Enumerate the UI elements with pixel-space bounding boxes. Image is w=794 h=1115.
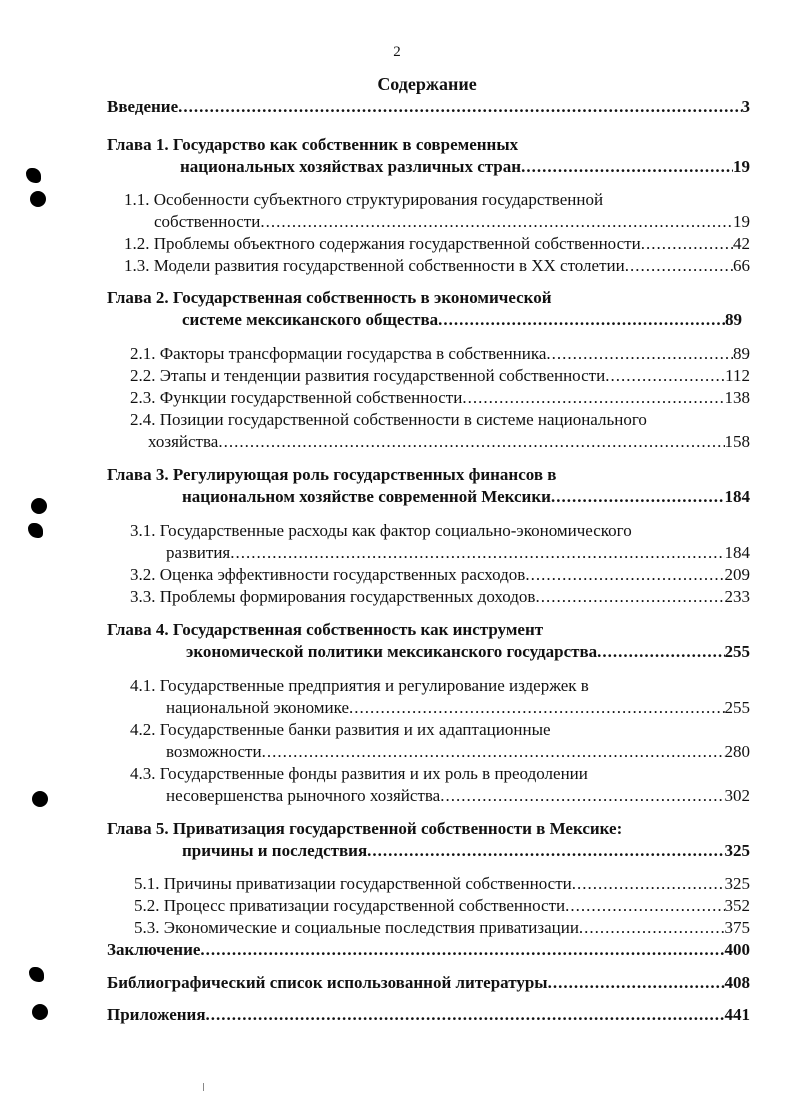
toc-page-number: 375 [724,918,750,937]
toc-entry-title: Приложения [107,1005,206,1024]
leader-dots [572,873,725,895]
toc-entry-title: системе мексиканского общества [182,310,439,329]
toc-page-number: 280 [724,742,750,761]
toc-chapter-3-title: Глава 3. Регулирующая роль государственных финансов в [107,465,557,484]
leader-dots [462,387,724,409]
toc-section-4-1-title: 4.1. Государственные предприятия и регулирование издержек в [130,676,589,695]
toc-page-number: 19 [733,212,750,231]
toc-chapter-5 [182,840,750,862]
leader-dots [605,365,725,387]
toc-entry-title: 3.2. Оценка эффективности государственных расходов [130,565,526,584]
leader-dots [579,917,725,939]
punch-hole-mark [32,1004,48,1020]
toc-entry-title: 2.3. Функции государственной собственности [130,388,463,407]
toc-section-3-1 [166,542,750,564]
toc-chapter-4 [186,641,750,663]
toc-entry-title: Введение [107,97,179,116]
toc-page-number: 89 [733,344,750,363]
punch-hole-mark [31,498,47,514]
toc-entry-title: 5.3. Экономические и социальные последствия приватизации [134,918,579,937]
toc-chapter-1-title: Глава 1. Государство как собственник в современных [107,135,519,154]
toc-page-number: 400 [724,940,750,959]
toc-page-number: 3 [741,97,750,116]
leader-dots [206,1004,725,1026]
toc-section-4-2-title: 4.2. Государственные банки развития и их адаптационные [130,720,551,739]
toc-page-number: 233 [724,587,750,606]
toc-section-5-1 [134,873,750,895]
toc-chapter-5-title: Глава 5. Приватизация государственной собственности в Мексике: [107,819,623,838]
punch-hole-mark [28,523,43,538]
toc-section-3-1-title: 3.1. Государственные расходы как фактор социально-экономического [130,521,632,540]
toc-entry-title: Библиографический список использованной литературы [107,973,548,992]
toc-section-1-2 [124,233,750,255]
toc-page-number: 89 [725,310,742,329]
toc-page-number: 408 [724,973,750,992]
leader-dots [260,211,733,233]
leader-dots [641,233,733,255]
leader-dots [535,586,724,608]
toc-chapter-1 [180,156,750,178]
toc-page-number: 66 [733,256,750,275]
toc-section-1-1-title: 1.1. Особенности субъектного структурирования государственной [124,190,604,209]
toc-section-2-4-title: 2.4. Позиции государственной собственности в системе национального [130,410,647,429]
toc-chapter-4-title: Глава 4. Государственная собственность как инструмент [107,620,544,639]
toc-page-number: 158 [724,432,750,451]
toc-page-number: 19 [733,157,750,176]
toc-section-3-2 [130,564,750,586]
toc-page-number: 112 [725,366,750,385]
toc-page-number: 302 [724,786,750,805]
toc-entry-title: развития [166,543,231,562]
toc-chapter-2-title: Глава 2. Государственная собственность в экономической [107,288,552,307]
toc-section-5-2 [134,895,750,917]
toc-entry-title: 2.2. Этапы и тенденции развития государственной собственности [130,366,606,385]
toc-section-2-2 [130,365,750,387]
toc-entry-title: экономической политики мексиканского государства [186,642,598,661]
leader-dots [230,542,724,564]
toc-entry-title: Заключение [107,940,201,959]
toc-chapter-2 [182,309,742,331]
toc-entry-title: национальных хозяйствах различных стран [180,157,522,176]
leader-dots [551,486,725,508]
page-number: 2 [393,44,401,60]
toc-page-number: 325 [724,841,750,860]
toc-entry-title: причины и последствия [182,841,368,860]
leader-dots [625,255,733,277]
toc-entry-title: собственности [154,212,261,231]
punch-hole-mark [32,791,48,807]
toc-entry-bibliography [107,972,750,994]
toc-section-4-3-title: 4.3. Государственные фонды развития и их роль в преодолении [130,764,588,783]
leader-dots [178,96,741,118]
toc-page-number: 42 [733,234,750,253]
toc-section-2-4 [148,431,750,453]
toc-page-number: 184 [724,487,750,506]
leader-dots [367,840,724,862]
toc-section-2-3 [130,387,750,409]
toc-entry-title: хозяйства [148,432,219,451]
leader-dots [548,972,725,994]
leader-dots [525,564,724,586]
toc-page-number: 325 [724,874,750,893]
toc-page-number: 441 [724,1005,750,1024]
punch-hole-mark [29,967,44,982]
toc-entry-title: возможности [166,742,262,761]
toc-entry-title: 2.1. Факторы трансформации государства в собственника [130,344,547,363]
toc-page-number: 352 [724,896,750,915]
toc-section-4-3 [166,785,750,807]
toc-entry-title: 1.3. Модели развития государственной собственности в XX столетии [124,256,625,275]
toc-entry-title: несовершенства рыночного хозяйства [166,786,441,805]
leader-dots [521,156,733,178]
leader-dots [597,641,724,663]
page-title: Содержание [377,74,477,94]
leader-dots [349,697,724,719]
leader-dots [438,309,725,331]
toc-entry-appendices [107,1004,750,1026]
scan-mark [203,1083,204,1091]
toc-page-number: 138 [724,388,750,407]
leader-dots [262,741,725,763]
toc-entry-title: национальном хозяйстве современной Мексики [182,487,551,506]
toc-section-4-2 [166,741,750,763]
toc-page-number: 255 [724,642,750,661]
toc-section-4-1 [166,697,750,719]
toc-section-2-1 [130,343,750,365]
toc-section-1-1 [154,211,750,233]
leader-dots [218,431,724,453]
toc-entry-title: 5.2. Процесс приватизации государственной собственности [134,896,566,915]
toc-entry-conclusion [107,939,750,961]
toc-page-number: 255 [724,698,750,717]
toc-section-5-3 [134,917,750,939]
toc-page-number: 209 [724,565,750,584]
toc-entry-title: 3.3. Проблемы формирования государственных доходов [130,587,536,606]
toc-entry-title: 5.1. Причины приватизации государственной собственности [134,874,572,893]
toc-entry-intro [107,96,750,118]
toc-section-1-3 [124,255,750,277]
leader-dots [565,895,724,917]
toc-entry-title: 1.2. Проблемы объектного содержания государственной собственности [124,234,641,253]
punch-hole-mark [26,168,41,183]
toc-entry-title: национальной экономике [166,698,350,717]
punch-hole-mark [30,191,46,207]
toc-chapter-3 [182,486,750,508]
leader-dots [440,785,724,807]
leader-dots [546,343,733,365]
toc-page-number: 184 [724,543,750,562]
leader-dots [200,939,724,961]
toc-section-3-3 [130,586,750,608]
